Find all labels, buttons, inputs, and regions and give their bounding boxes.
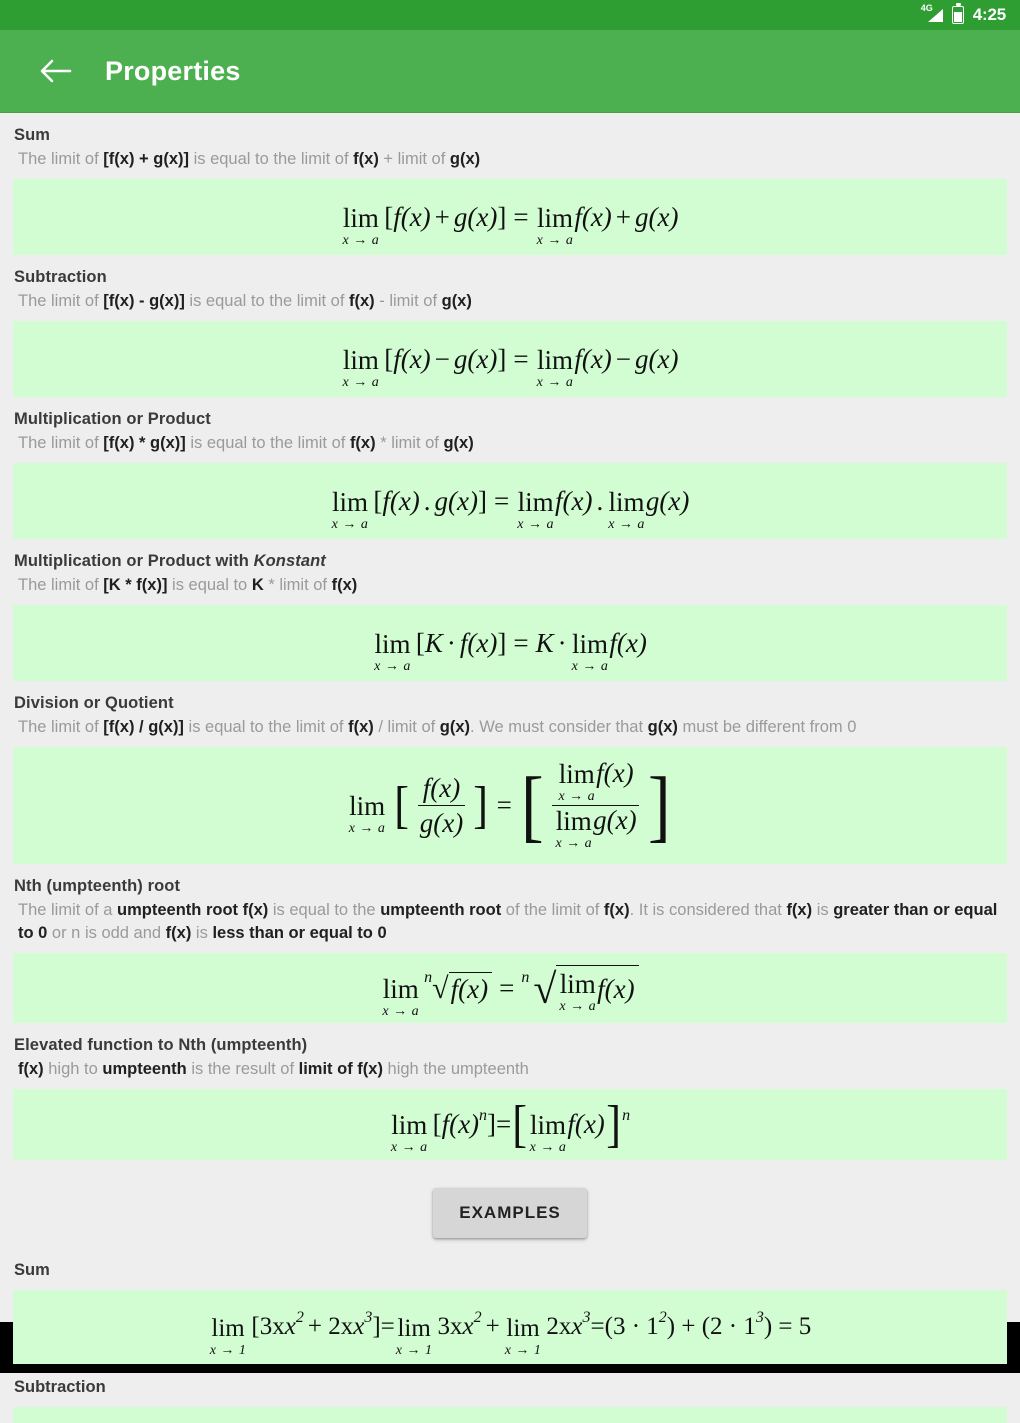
- multiply-dot: .: [423, 485, 431, 516]
- lim-subscript: x → 1: [209, 1342, 247, 1358]
- example-title-subtraction: Subtraction: [14, 1378, 106, 1396]
- root-index: n: [521, 969, 530, 986]
- desc-text: The limit of: [18, 718, 104, 736]
- minus: −: [615, 343, 632, 374]
- expr-part: 3x: [437, 1313, 463, 1340]
- bracket: [: [384, 343, 394, 374]
- lim-subscript: x → a: [342, 232, 380, 248]
- desc-strong: f(x): [353, 150, 379, 168]
- desc-text: / limit of: [373, 718, 440, 736]
- formula-box-example-subtraction: [13, 1407, 1007, 1423]
- exponent: 3: [755, 1309, 764, 1326]
- lim-operator: lim: [342, 344, 379, 375]
- desc-text: is equal to the limit of: [183, 718, 349, 736]
- desc-text: is equal to the limit of: [188, 150, 354, 168]
- signal-triangle: [928, 9, 943, 22]
- lim-operator: lim: [349, 791, 386, 821]
- desc-strong: [f(x) / g(x)]: [103, 718, 184, 736]
- formula-box-multiplication: [13, 463, 1007, 539]
- expr-part: 2x: [546, 1313, 572, 1340]
- title-italic: Konstant: [253, 552, 326, 570]
- gx: g(x): [593, 804, 637, 835]
- fx: f(x): [596, 757, 634, 788]
- desc-strong: g(x): [449, 150, 481, 168]
- desc-text: - limit of: [374, 292, 442, 310]
- desc-text: * limit of: [375, 434, 444, 452]
- desc-text: + limit of: [378, 150, 450, 168]
- multiply-dot: .: [596, 485, 604, 516]
- formula-subtraction: [341, 338, 679, 390]
- konstant: K: [535, 627, 554, 658]
- fx: f(x): [459, 627, 498, 658]
- gx: g(x): [645, 485, 690, 516]
- lim-operator: lim: [608, 486, 645, 517]
- desc-strong: f(x): [349, 434, 376, 452]
- lim-operator: lim: [374, 628, 411, 659]
- gx: g(x): [453, 343, 498, 374]
- lim-operator: lim: [529, 1110, 566, 1140]
- exponent: 2: [658, 1309, 667, 1326]
- fx: f(x): [567, 1109, 605, 1139]
- formula-box-subtraction: [13, 321, 1007, 397]
- lim-subscript: x → a: [536, 232, 574, 248]
- radical-lim-fx: [533, 965, 638, 1014]
- desc-strong: limit of f(x): [298, 1060, 383, 1078]
- property-desc-sum: [0, 148, 1020, 171]
- formula-box-nth-root: [13, 953, 1007, 1023]
- bracket: ]: [372, 1313, 381, 1340]
- bracket: ]: [478, 485, 488, 516]
- lim-subscript: x → a: [331, 516, 369, 532]
- desc-strong: K: [251, 576, 264, 594]
- example-title-sum: Sum: [14, 1261, 50, 1279]
- bracket: ]: [487, 1109, 497, 1139]
- desc-strong: f(x): [786, 901, 813, 919]
- exponent: 3: [364, 1309, 373, 1326]
- lim-operator: lim: [536, 202, 573, 233]
- bracket: [: [432, 1109, 442, 1139]
- desc-strong: g(x): [443, 434, 474, 452]
- root-index: n: [424, 969, 433, 986]
- multiply-dot: ·: [446, 627, 456, 658]
- gx: g(x): [419, 807, 464, 838]
- desc-strong: [f(x) * g(x)]: [103, 434, 186, 452]
- exponent: 3: [582, 1309, 591, 1326]
- lim-subscript: x → a: [374, 658, 411, 674]
- desc-strong: umpteenth: [102, 1060, 187, 1078]
- lim-subscript: x → 1: [395, 1342, 433, 1358]
- lim-subscript: x → a: [517, 516, 554, 532]
- property-title-nth-root: Nth (umpteenth) root: [14, 877, 181, 895]
- bracket-left: [: [512, 1095, 528, 1153]
- equals: =: [496, 1109, 512, 1139]
- lim-subscript: x → a: [529, 1140, 567, 1155]
- desc-text: The limit of a: [18, 901, 118, 919]
- formula-multiplication: [331, 480, 690, 532]
- bracket: ]: [497, 343, 507, 374]
- desc-strong: umpteenth root f(x): [117, 901, 269, 919]
- bracket: ]: [497, 201, 507, 232]
- plus: +: [485, 1313, 500, 1340]
- lim-subscript: x → a: [571, 658, 609, 674]
- desc-strong: f(x): [18, 1060, 44, 1078]
- desc-text: . It is considered that: [629, 901, 787, 919]
- expr-part: + 2x: [307, 1313, 354, 1340]
- lim-operator: lim: [571, 628, 608, 659]
- exponent: 2: [295, 1309, 304, 1326]
- desc-text: is: [812, 901, 834, 919]
- fx: f(x): [574, 201, 612, 232]
- desc-strong: g(x): [439, 718, 471, 736]
- expr-part: =(3 · 1: [590, 1313, 659, 1340]
- lim-subscript: x → a: [536, 374, 574, 390]
- lim-subscript: x → a: [342, 374, 380, 390]
- desc-strong: [f(x) - g(x)]: [103, 292, 185, 310]
- equals: =: [499, 972, 515, 1003]
- property-desc-multiplication: [0, 432, 1020, 455]
- back-arrow-icon[interactable]: [34, 50, 76, 92]
- property-desc-multiplication-konstant: [0, 574, 1020, 597]
- bracket: ]: [497, 627, 507, 658]
- desc-text: high to: [43, 1060, 103, 1078]
- desc-text: is equal to the limit of: [184, 292, 350, 310]
- equals: =: [513, 627, 529, 658]
- fx: f(x): [609, 627, 647, 658]
- fx: f(x): [554, 485, 593, 516]
- lim-operator: lim: [506, 1314, 540, 1342]
- minus: −: [434, 343, 450, 374]
- lim-operator: lim: [391, 1110, 428, 1140]
- gx: g(x): [635, 201, 679, 232]
- properties-scroll-container[interactable]: [0, 126, 1020, 1396]
- property-title-sum: Sum: [14, 126, 51, 144]
- formula-elevated: [390, 1095, 631, 1155]
- desc-text: of the limit of: [501, 901, 604, 919]
- desc-text: is: [191, 924, 213, 942]
- expr-part: [3x: [251, 1313, 285, 1340]
- plus: +: [434, 201, 450, 232]
- desc-strong: less than or equal to 0: [212, 924, 387, 942]
- formula-box-sum: [13, 179, 1007, 255]
- fx: f(x): [450, 973, 489, 1004]
- fx: f(x): [597, 974, 635, 1004]
- desc-text: The limit of: [18, 434, 104, 452]
- desc-text: high the umpteenth: [382, 1060, 529, 1078]
- property-title-multiplication: Multiplication or Product: [14, 410, 211, 428]
- expr-part: ) = 5: [763, 1313, 812, 1340]
- formula-box-example-sum: [13, 1290, 1007, 1364]
- desc-strong: f(x): [603, 901, 630, 919]
- lim-operator: lim: [342, 202, 379, 233]
- radical-sign-icon: √: [432, 971, 449, 1005]
- status-bar-icons: [921, 5, 1006, 25]
- expr-part: ) + (2 · 1: [666, 1313, 756, 1340]
- lim-operator: lim: [517, 486, 554, 517]
- fx: f(x): [441, 1109, 480, 1139]
- status-bar: [0, 0, 1020, 30]
- lim-subscript: x → 1: [504, 1342, 542, 1358]
- lim-subscript: x → a: [559, 999, 597, 1014]
- desc-strong: [f(x) + g(x)]: [103, 150, 189, 168]
- status-bar-clock: 4:25: [972, 5, 1006, 24]
- bracket-right: ]: [606, 1095, 621, 1153]
- multiply-dot: ·: [557, 627, 567, 658]
- bracket-left: [: [520, 761, 544, 850]
- formula-box-multiplication-konstant: [13, 605, 1007, 681]
- gx: g(x): [453, 201, 498, 232]
- lim-subscript: x → a: [558, 788, 596, 804]
- desc-text: . We must consider that: [470, 718, 648, 736]
- lim-operator: lim: [559, 969, 596, 999]
- lim-subscript: x → a: [348, 821, 386, 836]
- signal-bars-icon: [921, 5, 943, 25]
- desc-strong: f(x): [165, 924, 192, 942]
- lim-operator: lim: [331, 486, 368, 517]
- property-title-elevated: Elevated function to Nth (umpteenth): [14, 1036, 308, 1054]
- formula-sum: [341, 196, 679, 248]
- network-type-label: 4G: [920, 3, 933, 13]
- desc-text: * limit of: [263, 576, 332, 594]
- lim-operator: lim: [211, 1314, 245, 1342]
- exponent-n: n: [622, 1106, 631, 1124]
- property-title-division: Division or Quotient: [14, 694, 174, 712]
- fx: f(x): [574, 343, 612, 374]
- page-title: Properties: [105, 55, 241, 86]
- bracket: [: [373, 485, 383, 516]
- desc-strong: g(x): [647, 718, 678, 736]
- battery-icon: [952, 6, 964, 24]
- property-title-subtraction: Subtraction: [14, 268, 107, 286]
- desc-strong: f(x): [331, 576, 358, 594]
- equals: =: [494, 485, 510, 516]
- desc-text: The limit of: [18, 292, 104, 310]
- konstant: K: [424, 627, 443, 658]
- fx: f(x): [393, 201, 431, 232]
- plus: +: [615, 201, 632, 232]
- gx: g(x): [434, 485, 479, 516]
- property-desc-subtraction: [0, 290, 1020, 313]
- lim-subscript: x → a: [382, 1003, 420, 1019]
- examples-button-row: [0, 1188, 1020, 1238]
- desc-text: is equal to the limit of: [185, 434, 350, 452]
- equals: =: [513, 201, 529, 232]
- formula-box-elevated: [13, 1089, 1007, 1160]
- title-text: Multiplication or Product with: [14, 552, 254, 570]
- exponent: 2: [473, 1309, 482, 1326]
- radical-fx: [432, 972, 492, 1005]
- lim-subscript: x → a: [555, 835, 593, 851]
- formula-division: [348, 757, 673, 851]
- app-bar: [0, 30, 1020, 113]
- desc-strong: f(x): [349, 292, 375, 310]
- lim-subscript: x → a: [608, 516, 645, 532]
- property-desc-division: [0, 716, 1020, 739]
- bracket-right: ]: [473, 776, 489, 834]
- fx: f(x): [382, 485, 420, 516]
- lim-subscript: x → a: [390, 1140, 428, 1155]
- desc-strong: umpteenth root: [380, 901, 502, 919]
- desc-text: The limit of: [18, 150, 104, 168]
- formula-multiplication-konstant: [373, 622, 647, 674]
- property-desc-nth-root: [0, 899, 1020, 945]
- desc-text: is equal to the: [268, 901, 381, 919]
- desc-strong: g(x): [441, 292, 472, 310]
- desc-text: is equal to: [167, 576, 252, 594]
- fraction-lim-fx-lim-gx: [549, 757, 641, 851]
- bracket-left: [: [394, 776, 410, 834]
- formula-box-division: [13, 747, 1007, 864]
- bracket-right: ]: [647, 761, 671, 850]
- property-title-multiplication-konstant: [0, 552, 1020, 571]
- equals: =: [513, 343, 529, 374]
- lim-operator: lim: [397, 1314, 431, 1342]
- desc-text: must be different from 0: [677, 718, 857, 736]
- formula-example-sum: lim x → 1 [3x x 2 + 2x x 3 ] = lim x → 1 3x x 2 + lim x → 1 2x x 3 =(3 · 1 2 ) + (2 · 1 3 ) = 5: [209, 1309, 812, 1358]
- desc-text: The limit of: [18, 576, 104, 594]
- radical-sign-icon: √: [533, 967, 557, 1013]
- desc-strong: f(x): [348, 718, 374, 736]
- desc-text: is the result of: [186, 1060, 299, 1078]
- desc-strong: [K * f(x)]: [103, 576, 168, 594]
- lim-operator: lim: [382, 973, 419, 1004]
- desc-text: or n is odd and: [47, 924, 166, 942]
- fx: f(x): [422, 772, 461, 803]
- fx: f(x): [393, 343, 431, 374]
- bracket: [: [415, 627, 425, 658]
- equals: =: [380, 1313, 395, 1340]
- equals: =: [496, 790, 512, 820]
- desc-strong: greater than or equal to 0: [18, 901, 998, 942]
- property-desc-elevated: [0, 1058, 1020, 1081]
- lim-operator: lim: [555, 805, 592, 836]
- examples-button[interactable]: EXAMPLES: [433, 1188, 587, 1238]
- gx: g(x): [635, 343, 679, 374]
- formula-nth-root: [381, 965, 638, 1019]
- fraction-fx-gx: [415, 773, 468, 839]
- lim-operator: lim: [558, 758, 595, 789]
- exponent-n: n: [479, 1106, 488, 1124]
- lim-operator: lim: [536, 344, 573, 375]
- bracket: [: [384, 201, 394, 232]
